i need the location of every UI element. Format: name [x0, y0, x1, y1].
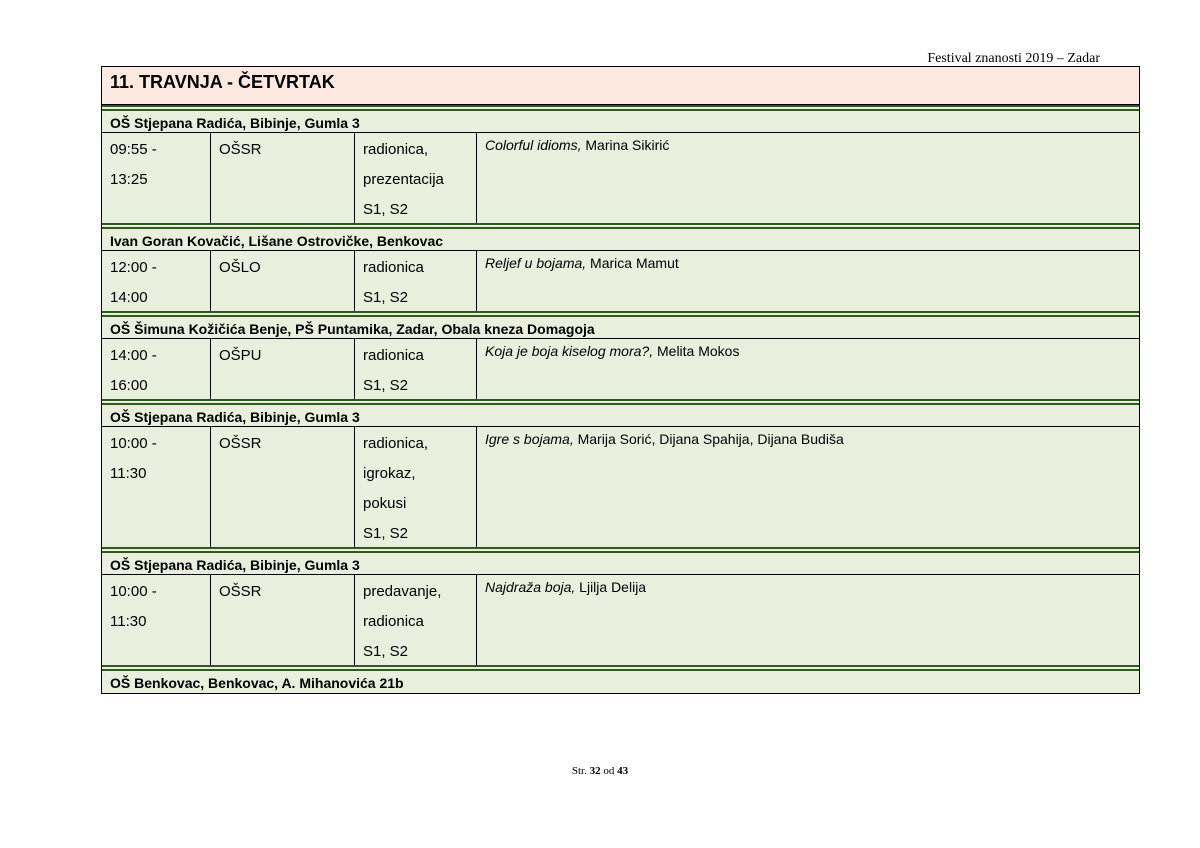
- day-title: 11. TRAVNJA - ČETVRTAK: [102, 67, 1139, 105]
- event-people: Ljilja Delija: [575, 579, 647, 595]
- event-people: Marica Mamut: [586, 255, 679, 271]
- page-footer: [0, 765, 1200, 777]
- event-description: [477, 251, 1139, 311]
- event-title: Reljef u bojama,: [485, 255, 587, 271]
- event-title: Igre s bojama,: [485, 431, 574, 447]
- time-start: 10:00 -: [110, 435, 157, 452]
- type-line: radionica: [363, 613, 424, 630]
- event-type: [355, 251, 477, 311]
- type-line: S1, S2: [363, 525, 409, 542]
- type-line: S1, S2: [363, 289, 409, 306]
- event-description: [477, 427, 1139, 547]
- type-line: prezentacija: [363, 171, 444, 188]
- type-line: S1, S2: [363, 643, 409, 660]
- event-type: [355, 339, 477, 399]
- time-start: 12:00 -: [110, 259, 157, 276]
- footer-of: od: [600, 765, 618, 777]
- event-description: [477, 575, 1139, 665]
- schedule-table: [101, 66, 1140, 694]
- event-row: [102, 133, 1139, 223]
- type-line: S1, S2: [363, 377, 409, 394]
- event-description: [477, 133, 1139, 223]
- time-start: 14:00 -: [110, 347, 157, 364]
- school-code: OŠSR: [211, 133, 355, 223]
- event-title: Koja je boja kiselog mora?,: [485, 343, 654, 359]
- type-line: radionica,: [363, 435, 429, 452]
- time-cell: [102, 575, 211, 665]
- time-start: 09:55 -: [110, 141, 157, 158]
- running-header: Festival znanosti 2019 – Zadar: [927, 51, 1100, 66]
- venue-row: OŠ Stjepana Radića, Bibinje, Gumla 3: [102, 105, 1139, 133]
- event-type: [355, 427, 477, 547]
- time-end: 13:25: [110, 171, 148, 188]
- school-code: OŠSR: [211, 427, 355, 547]
- event-row: [102, 339, 1139, 399]
- event-type: [355, 575, 477, 665]
- event-people: Melita Mokos: [653, 343, 740, 359]
- time-start: 10:00 -: [110, 583, 157, 600]
- type-line: radionica: [363, 347, 424, 364]
- time-end: 11:30: [110, 613, 147, 630]
- time-end: 11:30: [110, 465, 147, 482]
- event-row: [102, 575, 1139, 665]
- event-type: [355, 133, 477, 223]
- event-people: Marija Sorić, Dijana Spahija, Dijana Budiša: [573, 431, 844, 447]
- type-line: pokusi: [363, 495, 407, 512]
- event-description: [477, 339, 1139, 399]
- event-people: Marina Sikirić: [581, 137, 670, 153]
- type-line: radionica: [363, 259, 424, 276]
- time-cell: [102, 427, 211, 547]
- venue-row: Ivan Goran Kovačić, Lišane Ostrovičke, Benkovac: [102, 223, 1139, 251]
- page-number: 32: [589, 765, 601, 777]
- event-row: [102, 427, 1139, 547]
- page-total: 43: [617, 765, 629, 777]
- time-cell: [102, 339, 211, 399]
- event-title: Najdraža boja,: [485, 579, 576, 595]
- time-end: 16:00: [110, 377, 148, 394]
- footer-prefix: Str.: [571, 765, 590, 777]
- type-line: S1, S2: [363, 201, 409, 218]
- venue-row: OŠ Stjepana Radića, Bibinje, Gumla 3: [102, 547, 1139, 575]
- type-line: predavanje,: [363, 583, 442, 600]
- venue-row: OŠ Benkovac, Benkovac, A. Mihanovića 21b: [102, 665, 1139, 693]
- type-line: radionica,: [363, 141, 429, 158]
- event-row: [102, 251, 1139, 311]
- time-cell: [102, 251, 211, 311]
- venue-row: OŠ Šimuna Kožičića Benje, PŠ Puntamika, Zadar, Obala kneza Domagoja: [102, 311, 1139, 339]
- time-cell: [102, 133, 211, 223]
- type-line: igrokaz,: [363, 465, 416, 482]
- time-end: 14:00: [110, 289, 148, 306]
- school-code: OŠPU: [211, 339, 355, 399]
- school-code: OŠSR: [211, 575, 355, 665]
- venue-row: OŠ Stjepana Radića, Bibinje, Gumla 3: [102, 399, 1139, 427]
- event-title: Colorful idioms,: [485, 137, 582, 153]
- school-code: OŠLO: [211, 251, 355, 311]
